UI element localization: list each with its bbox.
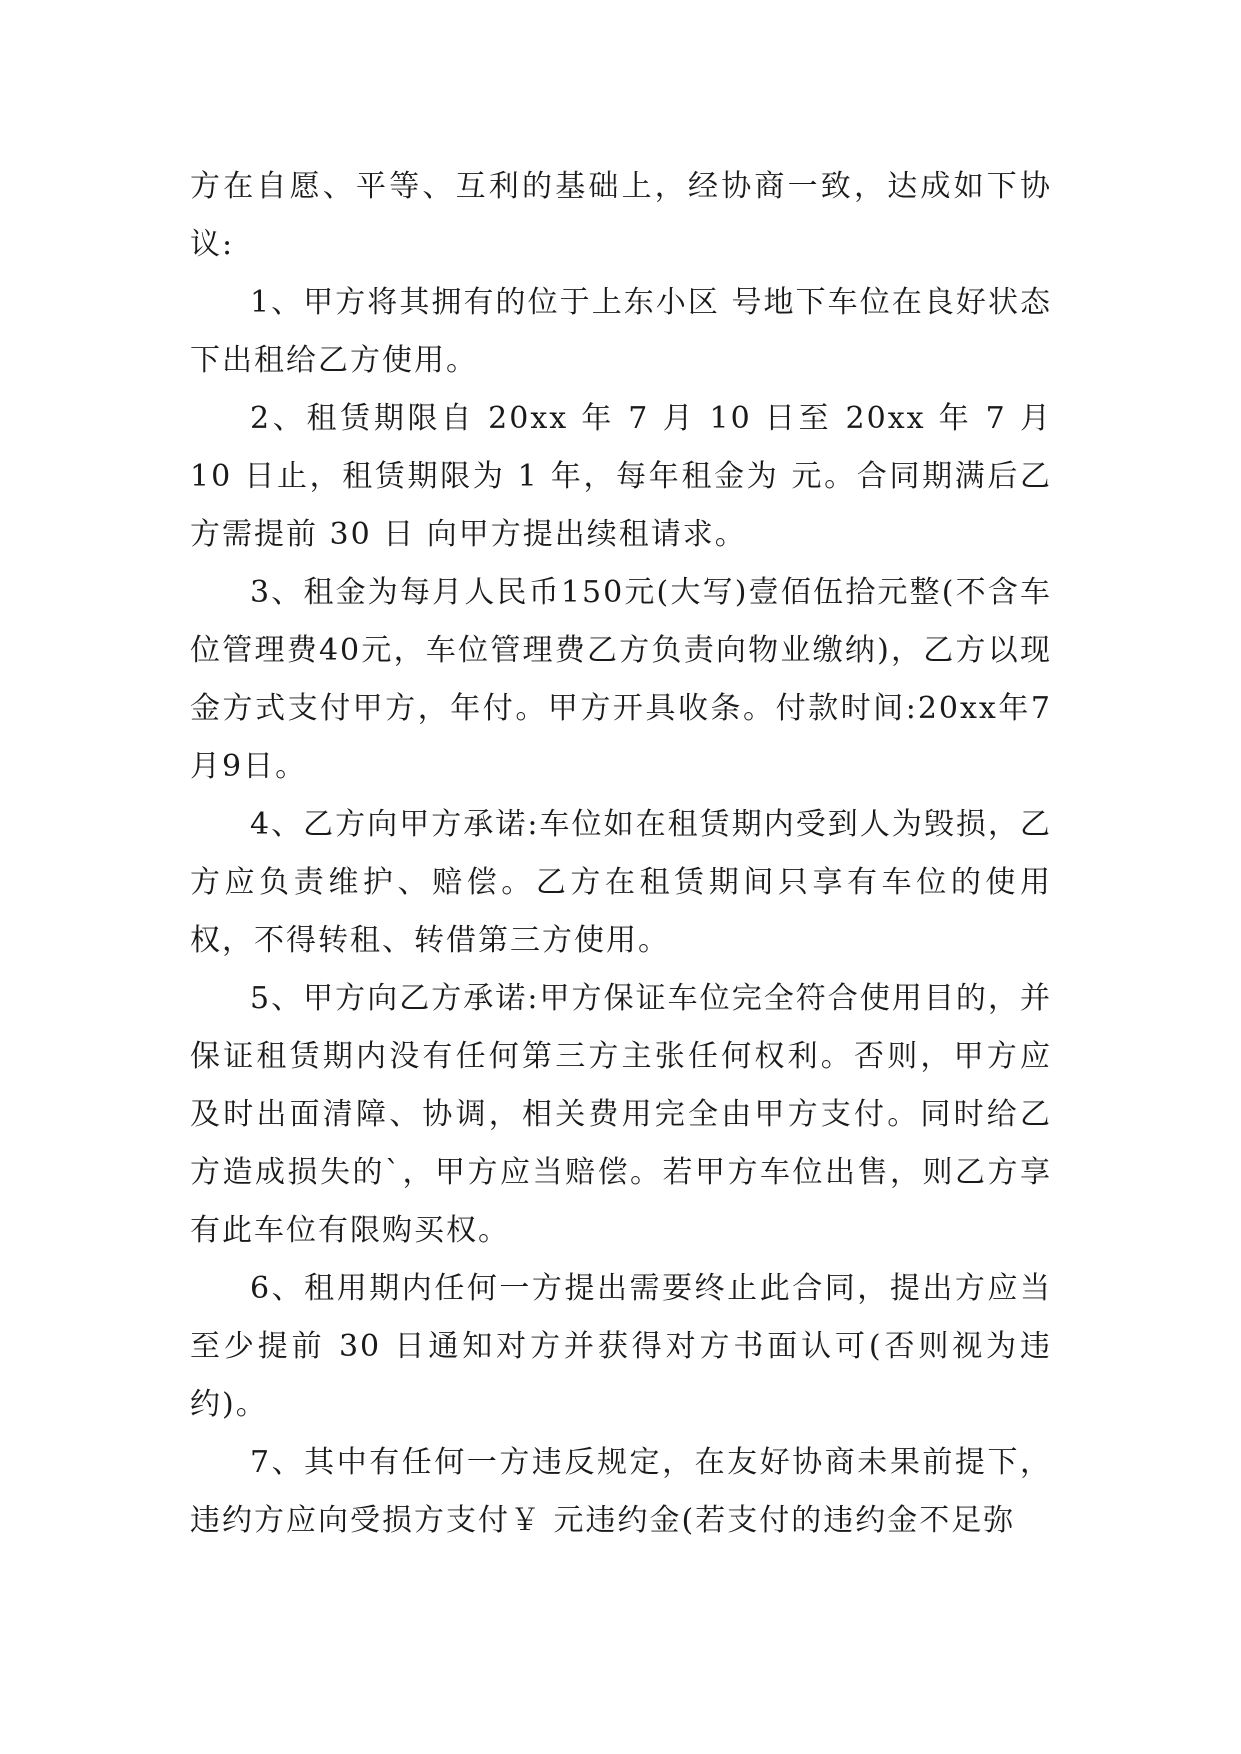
clause-7: 7、其中有任何一方违反规定，在友好协商未果前提下，违约方应向受损方支付￥ 元违约金(若支付的违约金不足弥 bbox=[190, 1445, 1052, 1538]
clause-1: 1、甲方将其拥有的位于上东小区 号地下车位在良好状态下出租给乙方使用。 bbox=[190, 285, 1052, 378]
clause-4: 4、乙方向甲方承诺:车位如在租赁期内受到人为毁损，乙方应负责维护、赔偿。乙方在租赁期间只享有车位的使用权，不得转租、转借第三方使用。 bbox=[190, 807, 1052, 958]
clause-5: 5、甲方向乙方承诺:甲方保证车位完全符合使用目的，并保证租赁期内没有任何第三方主张任何权利。否则，甲方应及时出面清障、协调，相关费用完全由甲方支付。同时给乙方造成损失的`，甲方应当赔偿。若甲方车位出售，则乙方享有此车位有限购买权。 bbox=[190, 981, 1052, 1248]
clause-3: 3、租金为每月人民币150元(大写)壹佰伍拾元整(不含车位管理费40元，车位管理费乙方负责向物业缴纳)，乙方以现金方式支付甲方，年付。甲方开具收条。付款时间:20xx年7月9日。 bbox=[190, 575, 1052, 784]
clause-6: 6、租用期内任何一方提出需要终止此合同，提出方应当至少提前 30 日通知对方并获得对方书面认可(否则视为违约)。 bbox=[190, 1271, 1052, 1422]
contract-body bbox=[190, 158, 1052, 1550]
paragraph-intro-continuation: 方在自愿、平等、互利的基础上，经协商一致，达成如下协议: bbox=[190, 169, 1052, 262]
clause-2: 2、租赁期限自 20xx 年 7 月 10 日至 20xx 年 7 月 10 日止，租赁期限为 1 年，每年租金为 元。合同期满后乙方需提前 30 日 向甲方提出续租请求。 bbox=[190, 401, 1052, 552]
